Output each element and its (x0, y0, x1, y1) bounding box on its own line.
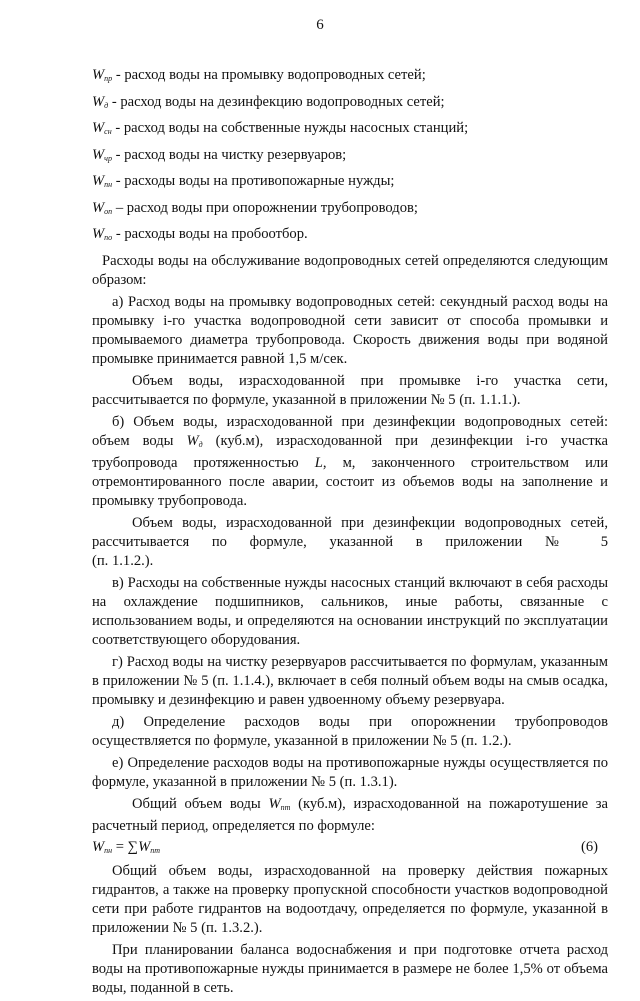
symbol: $W_д$ (186, 432, 203, 449)
definition-item: $W_{пр}$ - расход воды на промывку водопроводных сетей; (92, 67, 426, 83)
symbol: $W_д$ (92, 93, 109, 110)
paragraph-a-volume: Объем воды, израсходованной при промывке i-го участка сети, рассчитывается по формуле, указанной в приложении № 5 (п. 1.1.1.). (92, 372, 608, 408)
paragraph-v-pump-stations: в) Расходы на собственные нужды насосных станций включают в себя расходы на охлаждение подшипников, сальников, иные работы, связанные с использованием воды, и определяются на основании инструкций по эксплуатации соответствующего оборудования. (92, 574, 608, 648)
paragraph-d-emptying: д) Определение расходов воды при опорожнении трубопроводов осуществляется по формуле, указанной в приложении № 5 (п. 1.2.). (92, 713, 608, 749)
page-body (92, 66, 608, 1001)
paragraph-b-volume-ref: (п. 1.1.2.). (92, 552, 154, 569)
symbol: $W_{пт}$ (268, 795, 291, 812)
symbol: $W_{оп}$ (92, 199, 113, 216)
page-number: 6 (316, 17, 324, 33)
paragraph-balance: При планировании баланса водоснабжения и при подготовке отчета расход воды на противопожарные нужды принимается в размере не более 1,5% от объема воды, поданной в сеть. (92, 941, 608, 996)
formula-row (92, 838, 608, 860)
definition-item: $W_{сн}$ - расход воды на собственные нужды насосных станций; (92, 120, 469, 136)
paragraph-b-disinfection: б) Объем воды, израсходованной при дезинфекции водопроводных сетей: объем воды $W_д$ (куб.м), израсходованной при дезинфекции i-го участка трубопровода протяженностью L, м, законченного строительством или отремонтированного после аварии, состоит из объемов воды на заполнение и промывку трубопровода. (92, 413, 608, 509)
symbol: $W_{пн}$ (92, 173, 113, 189)
paragraph-hydrant-check: Общий объем воды, израсходованной на проверку действия пожарных гидрантов, а также на проверку пропускной способности участков водопроводной сети при работе гидрантов на водоотдачу, определяется по формуле, указанной в приложении № 5 (п. 1.3.2.). (92, 862, 608, 936)
paragraph-g-reservoirs: г) Расход воды на чистку резервуаров рассчитывается по формулам, указанным в приложении № 5 (п. 1.1.4.), включает в себя полный объем воды на смыв осадка, промывку и дезинфекцию и равен удвоенному объему резервуара. (92, 653, 608, 708)
definition-item: $W_д$ - расход воды на дезинфекцию водопроводных сетей; (92, 93, 445, 110)
definition-item: $W_{пн}$ - расходы воды на противопожарные нужды; (92, 173, 395, 189)
symbol: $W_{по}$ (92, 226, 113, 242)
definition-item: $W_{по}$ - расходы воды на пробоотбор. (92, 226, 308, 242)
paragraph-intro: Расходы воды на обслуживание водопроводных сетей определяются следующим образом: (92, 252, 608, 288)
definition-item: $W_{оп}$ – расход воды при опорожнении трубопроводов; (92, 199, 418, 216)
symbol: $W_{пр}$ (92, 67, 113, 83)
paragraph-e-fire: е) Определение расходов воды на противопожарные нужды осуществляется по формуле, указанной в приложении № 5 (п. 1.3.1). (92, 754, 608, 790)
formula: $W_{пн} = \sum W_{пm}$ (92, 838, 161, 855)
paragraph-a-flushing: а) Расход воды на промывку водопроводных сетей: секундный расход воды на промывку i-го участка водопроводной сети зависит от способа промывки и промываемого диаметра трубопровода. Скорость движения воды при водяной промывке принимается равной 1,5 м/сек. (92, 293, 608, 367)
paragraph-total-fire-volume: Общий объем воды $W_{пт}$ (куб.м), израсходованной на пожаротушение за расчетный период, определяется по формуле: (92, 795, 608, 834)
definition-item: $W_{чр}$ - расход воды на чистку резервуаров; (92, 146, 347, 163)
symbol: $W_{сн}$ (92, 120, 112, 136)
symbol: L (314, 454, 323, 471)
symbol: $W_{чр}$ (92, 146, 112, 163)
definition-list (92, 66, 608, 247)
formula-number: (6) (580, 838, 598, 855)
paragraph-b-volume: Объем воды, израсходованной при дезинфекции водопроводных сетей, рассчитывается по формуле, указанной в приложении № 5 (92, 514, 608, 550)
